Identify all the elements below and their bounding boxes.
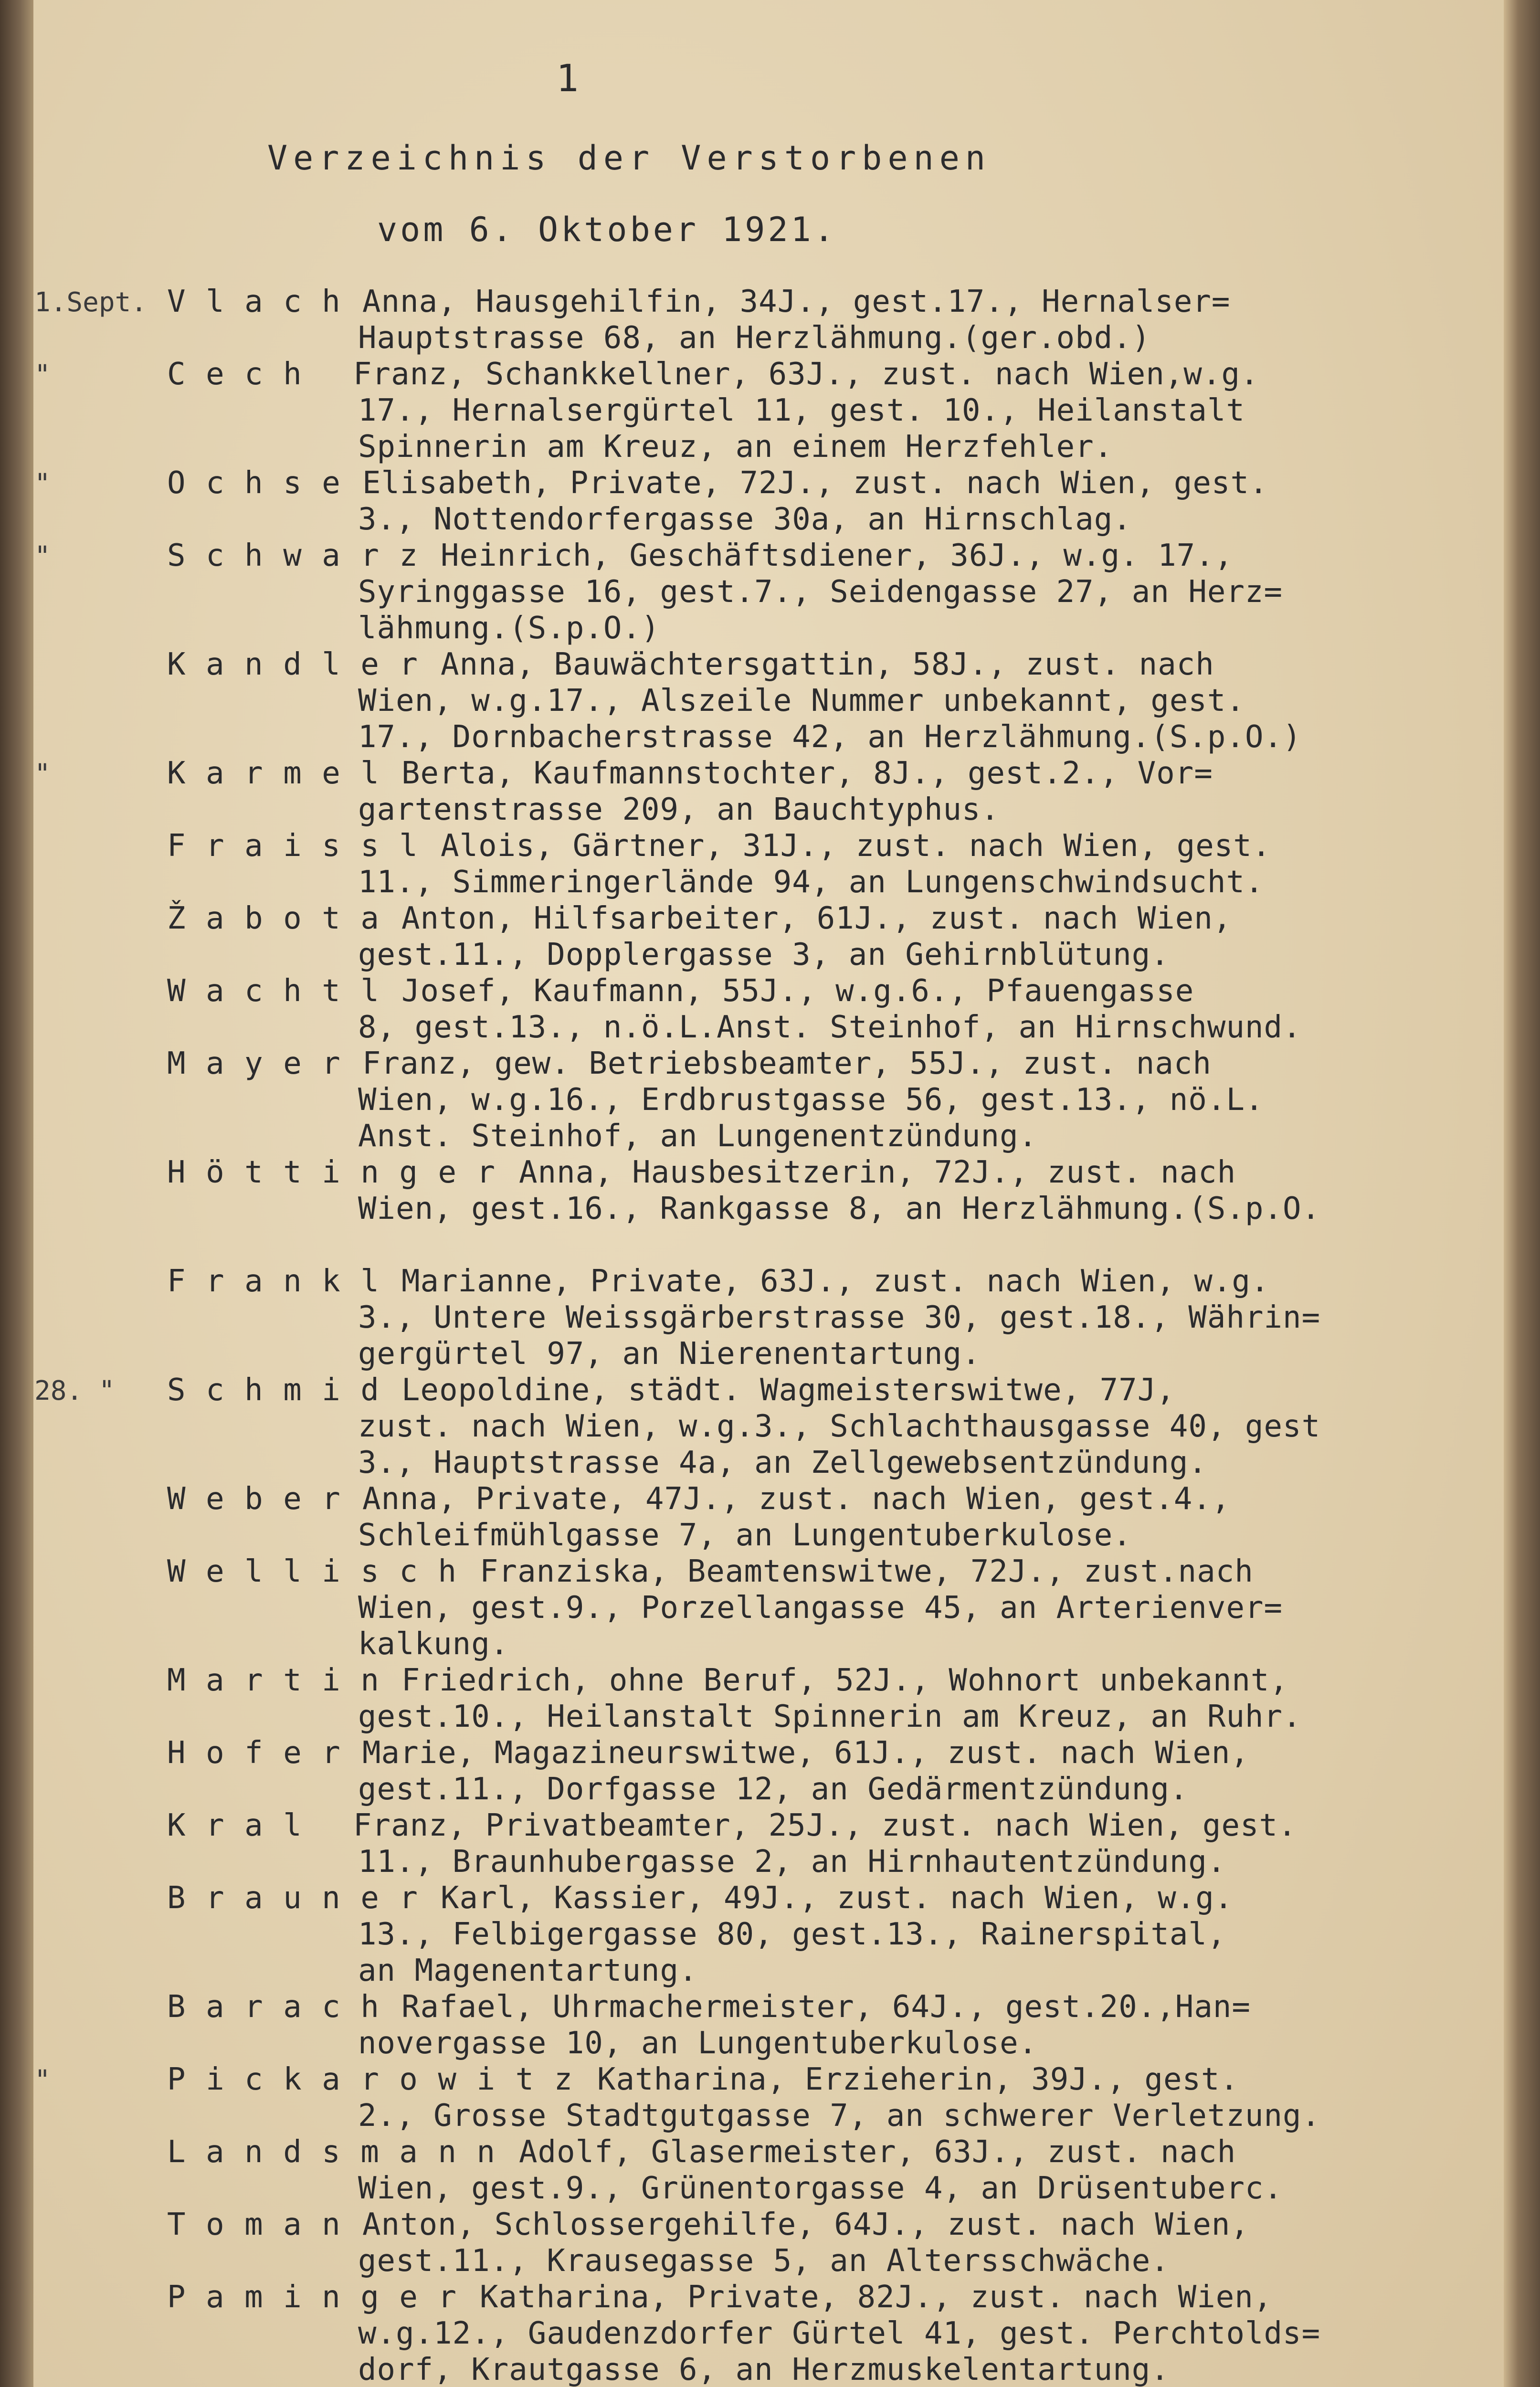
entry-text-line: 3., Hauptstrasse 4a, an Zellgewebsentzündung. <box>358 1445 1207 1480</box>
entry-text-line: Schleifmühlgasse 7, an Lungentuberkulose. <box>358 1518 1132 1553</box>
entry-surname: W e b e r <box>167 1481 341 1517</box>
entry-text-line: Franz, gew. Betriebsbeamter, 55J., zust. nach <box>362 1046 1212 1081</box>
entry-surname: K a r m e l <box>167 756 380 791</box>
entry-text-line: gest.11., Dorfgasse 12, an Gedärmentzündung. <box>358 1772 1189 1807</box>
entry-text-line: Heinrich, Geschäftsdiener, 36J., w.g. 17., <box>441 538 1234 573</box>
entry-surname: B a r a c h <box>167 1989 380 2025</box>
entry-surname: M a y e r <box>167 1046 341 1081</box>
entry-text-line: 13., Felbigergasse 80, gest.13., Rainerspital, <box>358 1917 1226 1952</box>
entry-text-line: 11., Simmeringerlände 94, an Lungenschwindsucht. <box>358 865 1264 900</box>
entry-text-line: Anna, Private, 47J., zust. nach Wien, gest.4., <box>362 1481 1231 1517</box>
entry-text-line: 3., Nottendorfergasse 30a, an Hirnschlag. <box>358 502 1132 537</box>
entry-surname: M a r t i n <box>167 1663 380 1698</box>
page-number: 1 <box>556 57 579 100</box>
entry-surname: V l a c h <box>167 284 341 319</box>
entry-text-line: Franz, Schankkellner, 63J., zust. nach Wien,w.g. <box>353 357 1259 392</box>
entry-text-line: Franziska, Beamtenswitwe, 72J., zust.nach <box>480 1554 1254 1589</box>
entry-text-line: Friedrich, ohne Beruf, 52J., Wohnort unbekannt, <box>401 1663 1288 1698</box>
entry-margin-note: 1.Sept. <box>34 287 148 318</box>
entry-text-line: Marie, Magazineurswitwe, 61J., zust. nach Wien, <box>362 1735 1249 1771</box>
entry-text-line: 2., Grosse Stadtgutgasse 7, an schwerer Verletzung. <box>358 2098 1321 2134</box>
entry-text-line: Berta, Kaufmannstochter, 8J., gest.2., Vor= <box>401 756 1213 791</box>
entry-surname: H o f e r <box>167 1735 341 1771</box>
document-date: vom 6. Oktober 1921. <box>377 210 837 249</box>
entry-text-line: Anna, Hausbesitzerin, 72J., zust. nach <box>519 1155 1236 1190</box>
entry-text-line: Wien, w.g.17., Alszeile Nummer unbekannt, gest. <box>358 683 1245 718</box>
entry-surname: S c h w a r z <box>167 538 419 573</box>
entry-text-line: Anna, Hausgehilfin, 34J., gest.17., Hernalser= <box>362 284 1231 319</box>
entry-surname: C e c h <box>167 357 303 392</box>
entry-surname: H ö t t i n g e r <box>167 1155 496 1190</box>
entry-text-line: Anst. Steinhof, an Lungenentzündung. <box>358 1119 1038 1154</box>
entry-text-line: Anna, Bauwächtersgattin, 58J., zust. nach <box>441 647 1214 682</box>
entry-text-line: Rafael, Uhrmachermeister, 64J., gest.20.,Han= <box>401 1989 1251 2025</box>
entry-text-line: Karl, Kassier, 49J., zust. nach Wien, w.g. <box>441 1880 1234 1916</box>
entry-text-line: Katharina, Erzieherin, 39J., gest. <box>597 2062 1239 2097</box>
entry-text-line: Syringgasse 16, gest.7., Seidengasse 27, an Herz= <box>358 574 1283 610</box>
entry-text-line: kalkung. <box>358 1627 509 1662</box>
entry-text-line: Wien, gest.9., Grünentorgasse 4, an Drüsentuberc. <box>358 2171 1283 2206</box>
entry-text-line: gartenstrasse 209, an Bauchtyphus. <box>358 792 1000 827</box>
entry-surname: W a c h t l <box>167 973 380 1009</box>
entry-text-line: Anton, Hilfsarbeiter, 61J., zust. nach Wien, <box>401 901 1232 936</box>
entry-surname: K a n d l e r <box>167 647 419 682</box>
entry-text-line: 17., Dornbacherstrasse 42, an Herzlähmung.(S.p.O.) <box>358 719 1302 755</box>
entry-text-line: Wien, w.g.16., Erdbrustgasse 56, gest.13., nö.L. <box>358 1082 1264 1118</box>
entry-margin-note: " <box>34 468 51 499</box>
entry-text-line: Alois, Gärtner, 31J., zust. nach Wien, gest. <box>441 828 1271 864</box>
entry-text-line: Katharina, Private, 82J., zust. nach Wien, <box>480 2280 1273 2315</box>
entry-text-line: w.g.12., Gaudenzdorfer Gürtel 41, gest. Perchtolds= <box>358 2316 1321 2351</box>
entry-surname: B r a u n e r <box>167 1880 419 1916</box>
entry-text-line: Franz, Privatbeamter, 25J., zust. nach Wien, gest. <box>353 1808 1297 1843</box>
entry-text-line: Leopoldine, städt. Wagmeisterswitwe, 77J, <box>401 1373 1175 1408</box>
entry-text-line: Josef, Kaufmann, 55J., w.g.6., Pfauengasse <box>401 973 1194 1009</box>
entry-text-line: Anton, Schlossergehilfe, 64J., zust. nach Wien, <box>362 2207 1249 2242</box>
entry-surname: F r a i s s l <box>167 828 419 864</box>
entry-surname: K r a l <box>167 1808 303 1843</box>
entry-surname: F r a n k l <box>167 1264 380 1299</box>
entry-text-line: 8, gest.13., n.ö.L.Anst. Steinhof, an Hirnschwund. <box>358 1010 1302 1045</box>
entry-text-line: Wien, gest.16., Rankgasse 8, an Herzlähmung.(S.p.O. <box>358 1191 1321 1226</box>
entry-text-line: 17., Hernalsergürtel 11, gest. 10., Heilanstalt <box>358 393 1245 428</box>
entry-surname: Ž a b o t a <box>167 901 380 936</box>
entry-text-line: Hauptstrasse 68, an Herzlähmung.(ger.obd.) <box>358 320 1151 356</box>
entry-margin-note: " <box>34 2065 51 2096</box>
entry-surname: W e l l i s c h <box>167 1554 457 1589</box>
entry-surname: S c h m i d <box>167 1373 380 1408</box>
entry-margin-note: " <box>34 359 51 391</box>
entry-text-line: an Magenentartung. <box>358 1953 698 1988</box>
entry-text-line: Elisabeth, Private, 72J., zust. nach Wien, gest. <box>362 465 1268 501</box>
entry-text-line: dorf, Krautgasse 6, an Herzmuskelentartung. <box>358 2352 1170 2387</box>
entry-text-line: Wien, gest.9., Porzellangasse 45, an Arterienver= <box>358 1590 1283 1626</box>
entry-text-line: Spinnerin am Kreuz, an einem Herzfehler. <box>358 429 1113 465</box>
entry-surname: O c h s e <box>167 465 341 501</box>
entry-margin-note: " <box>34 541 51 572</box>
entry-surname: L a n d s m a n n <box>167 2134 496 2170</box>
entry-text-line: gest.11., Krausegasse 5, an Altersschwäche. <box>358 2243 1170 2279</box>
entry-text-line: lähmung.(S.p.O.) <box>358 611 660 646</box>
entry-text-line: Marianne, Private, 63J., zust. nach Wien, w.g. <box>401 1264 1270 1299</box>
entry-surname: T o m a n <box>167 2207 341 2242</box>
entry-text-line: gest.11., Dopplergasse 3, an Gehirnblütung. <box>358 937 1170 972</box>
entry-text-line: gest.10., Heilanstalt Spinnerin am Kreuz, an Ruhr. <box>358 1699 1302 1734</box>
document-title: Verzeichnis der Verstorbenen <box>267 138 992 178</box>
entry-margin-note: 28. " <box>34 1375 115 1406</box>
entry-surname: P a m i n g e r <box>167 2280 457 2315</box>
entry-margin-note: " <box>34 759 51 790</box>
entry-surname: P i c k a r o w i t z <box>167 2062 574 2097</box>
entry-text-line: 11., Braunhubergasse 2, an Hirnhautentzündung. <box>358 1844 1226 1880</box>
entry-text-line: zust. nach Wien, w.g.3., Schlachthausgasse 40, gest <box>358 1409 1321 1444</box>
entry-text-line: gergürtel 97, an Nierenentartung. <box>358 1336 981 1372</box>
entry-text-line: 3., Untere Weissgärberstrasse 30, gest.18., Währin= <box>358 1300 1321 1335</box>
entry-text-line: novergasse 10, an Lungentuberkulose. <box>358 2026 1038 2061</box>
entry-text-line: Adolf, Glasermeister, 63J., zust. nach <box>519 2134 1236 2170</box>
